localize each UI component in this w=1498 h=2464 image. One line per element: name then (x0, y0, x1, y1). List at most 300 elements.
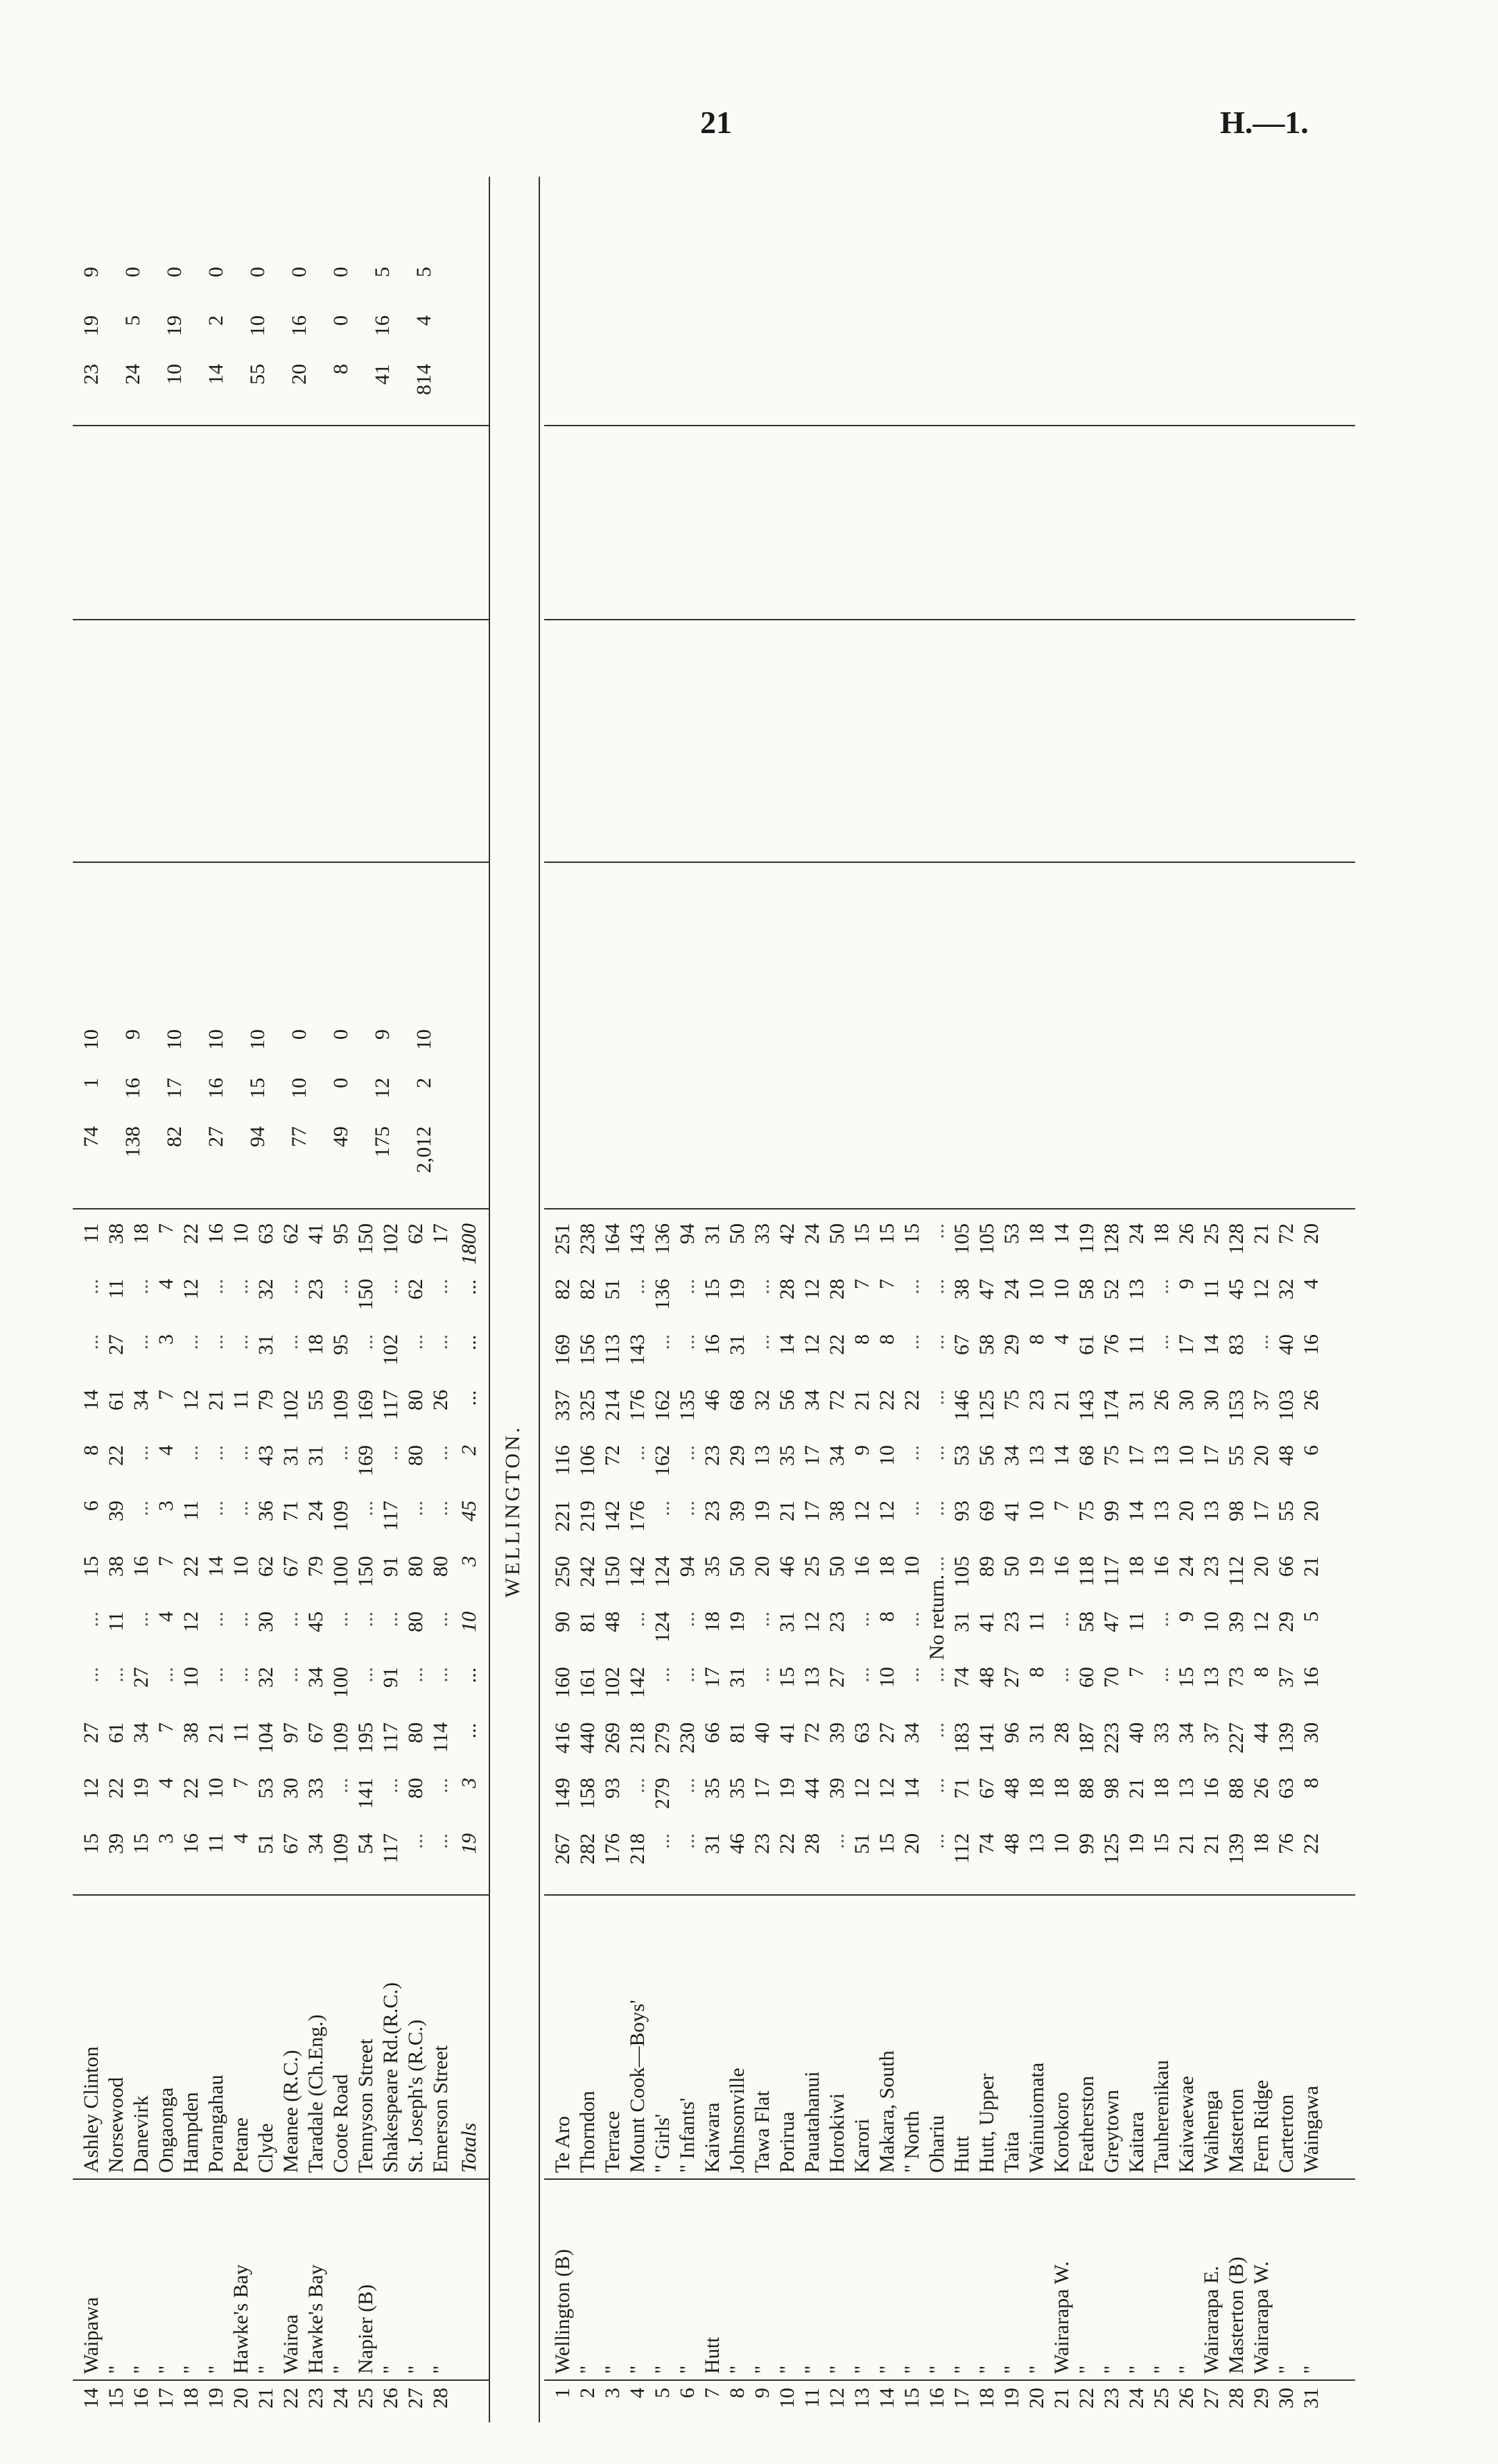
board-name: " (1025, 2365, 1048, 2374)
cell-value: 60 (1075, 1667, 1098, 1688)
cell-value: 19 (1025, 1556, 1048, 1577)
cell-value: 18 (1050, 1778, 1073, 1799)
cell-value: 12 (801, 1279, 824, 1300)
cell-value: ... (851, 1611, 873, 1627)
cell-value: 16 (130, 1556, 153, 1577)
cell-value: 27 (80, 1722, 103, 1743)
cell-value: 242 (576, 1556, 599, 1587)
cell-value: 269 (601, 1722, 624, 1754)
cell-value: 31 (1125, 1390, 1148, 1410)
cell-value: ... (279, 1611, 302, 1627)
cell-value: 55 (1275, 1501, 1298, 1521)
cell-value: 58 (1075, 1279, 1098, 1300)
cell-value: 21 (851, 1390, 873, 1410)
cell-value: 46 (726, 1833, 749, 1854)
board-name: " (851, 2365, 873, 2374)
cell-value: ... (1050, 1667, 1073, 1683)
cell-value: ... (925, 1722, 948, 1738)
cell-value: 251 (551, 1223, 574, 1255)
school-name: Johnsonville (726, 2068, 749, 2173)
row-number: 23 (1100, 2388, 1123, 2409)
cell-value: 150 (601, 1556, 624, 1587)
row-number: 13 (851, 2388, 873, 2409)
money-value: 9 (80, 267, 103, 277)
cell-value: 227 (1225, 1722, 1248, 1754)
cell-value: 13 (1025, 1445, 1048, 1466)
board-name: " (204, 2365, 227, 2374)
cell-value: 22 (180, 1223, 202, 1244)
cell-value: 21 (204, 1390, 227, 1410)
cell-value: 17 (801, 1445, 824, 1466)
row-number: 25 (354, 2388, 377, 2409)
cell-value: 150 (354, 1223, 377, 1255)
board-name: " (1300, 2365, 1323, 2374)
cell-value: ... (329, 1445, 352, 1461)
column-rule (544, 862, 1355, 863)
cell-value: 22 (105, 1445, 128, 1466)
cell-value: 32 (254, 1667, 277, 1688)
cell-value: 22 (105, 1778, 128, 1799)
cell-value: 75 (1100, 1445, 1123, 1466)
cell-value: 15 (851, 1223, 873, 1244)
cell-value: ... (676, 1667, 699, 1683)
cell-value: 33 (1150, 1722, 1173, 1743)
cell-value: 74 (950, 1667, 973, 1688)
cell-value: 31 (1025, 1722, 1048, 1743)
cell-value: ... (925, 1390, 948, 1406)
board-name: " (1125, 2365, 1148, 2374)
cell-value: 39 (105, 1501, 128, 1521)
school-name: " North (900, 2111, 923, 2173)
school-name: Hutt (950, 2135, 973, 2173)
cell-value: 218 (626, 1722, 649, 1754)
cell-value: 39 (1225, 1611, 1248, 1632)
money-value: 9 (121, 1029, 144, 1040)
cell-value: 56 (975, 1445, 998, 1466)
cell-value: 112 (1225, 1556, 1248, 1587)
cell-value: 91 (379, 1556, 402, 1577)
cell-value: 12 (180, 1390, 202, 1410)
cell-value: 325 (576, 1390, 599, 1421)
column-rule (73, 2379, 489, 2381)
cell-value: 124 (651, 1556, 674, 1587)
money-value: 10 (246, 315, 269, 336)
cell-value: ... (204, 1667, 227, 1683)
cell-value: ... (676, 1334, 699, 1350)
cell-value: 139 (1275, 1722, 1298, 1754)
cell-value: 23 (751, 1833, 774, 1854)
cell-value: 46 (701, 1390, 724, 1410)
cell-value: 19 (776, 1778, 799, 1799)
cell-value: 50 (726, 1556, 749, 1577)
cell-value: 44 (1250, 1722, 1273, 1743)
cell-value: 67 (975, 1778, 998, 1799)
cell-value: 18 (130, 1223, 153, 1244)
totals-value: 19 (458, 1833, 480, 1854)
school-name: Tennyson Street (354, 2038, 377, 2173)
cell-value: 82 (551, 1279, 574, 1300)
board-name: " (626, 2365, 649, 2374)
cell-value: ... (130, 1279, 153, 1295)
cell-value: 61 (105, 1722, 128, 1743)
money-value: 0 (163, 267, 186, 277)
cell-value: 38 (950, 1279, 973, 1300)
school-name: Featherston (1075, 2076, 1098, 2173)
cell-value: 8 (876, 1334, 898, 1345)
cell-value: ... (925, 1445, 948, 1461)
cell-value: 71 (279, 1501, 302, 1521)
cell-value: 95 (329, 1223, 352, 1244)
school-name: " Infants' (676, 2097, 699, 2173)
cell-value: ... (279, 1667, 302, 1683)
cell-value: 4 (155, 1611, 177, 1622)
cell-value: 15 (1175, 1667, 1198, 1688)
cell-value: 23 (304, 1279, 327, 1300)
cell-value: 12 (851, 1501, 873, 1521)
board-name: " (130, 2365, 153, 2374)
cell-value: 13 (751, 1445, 774, 1466)
row-number: 18 (975, 2388, 998, 2409)
money-value: 4 (412, 315, 435, 326)
cell-value: 14 (1200, 1334, 1223, 1355)
cell-value: 221 (551, 1501, 574, 1532)
cell-value: 150 (354, 1556, 377, 1587)
board-name: " (601, 2365, 624, 2374)
cell-value: 68 (726, 1390, 749, 1410)
cell-value: 88 (1075, 1778, 1098, 1799)
column-rule (73, 1208, 489, 1209)
cell-value: 267 (551, 1833, 574, 1864)
cell-value: 32 (254, 1279, 277, 1300)
cell-value: ... (429, 1279, 452, 1295)
row-number: 1 (551, 2388, 574, 2398)
row-number: 7 (701, 2388, 724, 2398)
cell-value: 50 (826, 1223, 848, 1244)
cell-value: 21 (776, 1501, 799, 1521)
cell-value: 14 (776, 1334, 799, 1355)
cell-value: 7 (876, 1279, 898, 1289)
row-number: 6 (676, 2388, 699, 2398)
cell-value: ... (105, 1667, 128, 1683)
row-number: 27 (1200, 2388, 1223, 2409)
board-name: " (876, 2365, 898, 2374)
board-name: " (751, 2365, 774, 2374)
cell-value: ... (900, 1334, 923, 1350)
cell-value: 440 (576, 1722, 599, 1754)
cell-value: 62 (404, 1223, 427, 1244)
totals-value: 10 (458, 1611, 480, 1632)
cell-value: 35 (701, 1778, 724, 1799)
cell-value: 18 (304, 1334, 327, 1355)
cell-value: 30 (1175, 1390, 1198, 1410)
cell-value: 11 (1125, 1334, 1148, 1354)
cell-value: 102 (379, 1223, 402, 1255)
cell-value: 17 (801, 1501, 824, 1521)
money-value: 49 (329, 1126, 352, 1147)
cell-value: 48 (601, 1611, 624, 1632)
cell-value: 7 (155, 1722, 177, 1733)
cell-value: 67 (950, 1334, 973, 1355)
column-rule (544, 425, 1355, 426)
cell-value: 117 (379, 1501, 402, 1531)
money-value: 16 (121, 1078, 144, 1099)
column-rule (544, 619, 1355, 620)
cell-value: 8 (80, 1445, 103, 1456)
cell-value: 53 (950, 1445, 973, 1466)
cell-value: 23 (701, 1445, 724, 1466)
school-name: Ongaonga (155, 2087, 177, 2173)
cell-value: 26 (1300, 1390, 1323, 1410)
cell-value: 48 (1275, 1445, 1298, 1466)
rotated-table (73, 177, 1355, 2422)
cell-value: 62 (279, 1223, 302, 1244)
cell-value: ... (130, 1334, 153, 1350)
cell-value: 15 (701, 1279, 724, 1300)
board-name: Masterton (B) (1225, 2256, 1248, 2374)
money-value: 0 (329, 267, 352, 277)
cell-value: 58 (975, 1334, 998, 1355)
cell-value: ... (900, 1501, 923, 1517)
cell-value: 15 (80, 1833, 103, 1854)
cell-value: 80 (404, 1611, 427, 1632)
wellington-block (544, 177, 1355, 2422)
cell-value: 22 (776, 1833, 799, 1854)
cell-value: 13 (1025, 1833, 1048, 1854)
totals-value: ... (458, 1390, 480, 1406)
cell-value: 10 (1175, 1445, 1198, 1466)
cell-value: 21 (1050, 1390, 1073, 1410)
row-number: 26 (379, 2388, 402, 2409)
cell-value: 19 (1125, 1833, 1148, 1854)
cell-value: 35 (776, 1445, 799, 1466)
cell-value: 68 (1075, 1445, 1098, 1466)
cell-value: ... (925, 1334, 948, 1350)
money-value: 12 (371, 1078, 394, 1099)
cell-value: ... (676, 1501, 699, 1517)
row-number: 29 (1250, 2388, 1273, 2409)
cell-value: 67 (279, 1556, 302, 1577)
cell-value: ... (751, 1334, 774, 1350)
cell-value: ... (626, 1611, 649, 1627)
cell-value: ... (751, 1279, 774, 1295)
cell-value: 93 (950, 1501, 973, 1521)
cell-value: 25 (1200, 1223, 1223, 1244)
board-name: Wairoa (279, 2314, 302, 2374)
board-name: " (1150, 2365, 1173, 2374)
cell-value: 8 (851, 1334, 873, 1345)
money-value: 2,012 (412, 1126, 435, 1173)
school-name: Waihenga (1200, 2090, 1223, 2173)
board-name: " (1275, 2365, 1298, 2374)
cell-value: 41 (1000, 1501, 1023, 1521)
cell-value: 48 (975, 1667, 998, 1688)
totals-value: 2 (458, 1445, 480, 1456)
row-number: 20 (1025, 2388, 1048, 2409)
money-value: 138 (121, 1126, 144, 1157)
cell-value: 136 (651, 1223, 674, 1255)
cell-value: 238 (576, 1223, 599, 1255)
cell-value: 30 (279, 1778, 302, 1799)
cell-value: ... (354, 1334, 377, 1350)
money-value: 24 (121, 364, 144, 385)
cell-value: 24 (801, 1223, 824, 1244)
board-name: " (329, 2365, 352, 2374)
cell-value: 128 (1225, 1223, 1248, 1255)
cell-value: 98 (1225, 1501, 1248, 1521)
cell-value: 31 (950, 1611, 973, 1632)
board-name: Wairarapa E. (1200, 2266, 1223, 2374)
school-name: Fern Ridge (1250, 2079, 1273, 2173)
school-name: Te Aro (551, 2115, 574, 2173)
row-number: 18 (180, 2388, 202, 2409)
cell-value: ... (204, 1279, 227, 1295)
column-rule (544, 2178, 1355, 2180)
school-name: Kaiwaewae (1175, 2076, 1198, 2173)
cell-value: ... (429, 1833, 452, 1849)
cell-value: 55 (304, 1390, 327, 1410)
cell-value: 8 (1025, 1334, 1048, 1345)
totals-value: 1800 (458, 1223, 480, 1265)
totals-value: ... (458, 1279, 480, 1295)
cell-value: 28 (1050, 1722, 1073, 1743)
cell-value: 13 (1150, 1445, 1173, 1466)
school-name: Horokiwi (826, 2093, 848, 2173)
cell-value: 103 (1275, 1390, 1298, 1421)
column-rule (73, 862, 489, 863)
cell-value: 40 (751, 1722, 774, 1743)
cell-value: 35 (701, 1556, 724, 1577)
cell-value: 76 (1100, 1334, 1123, 1355)
cell-value: 114 (429, 1722, 452, 1753)
cell-value: 11 (204, 1833, 227, 1853)
cell-value: 15 (130, 1833, 153, 1854)
cell-value: 15 (776, 1667, 799, 1688)
cell-value: 94 (676, 1556, 699, 1577)
cell-value: ... (751, 1611, 774, 1627)
cell-value: ... (204, 1445, 227, 1461)
cell-value: ... (676, 1778, 699, 1794)
cell-value: 124 (651, 1611, 674, 1643)
cell-value: 219 (576, 1501, 599, 1532)
cell-value: 17 (751, 1778, 774, 1799)
cell-value: 63 (254, 1223, 277, 1244)
cell-value: 23 (1025, 1390, 1048, 1410)
cell-value: 38 (180, 1722, 202, 1743)
cell-value: ... (1150, 1611, 1173, 1627)
money-value: 77 (288, 1126, 311, 1147)
cell-value: ... (925, 1279, 948, 1295)
cell-value: 80 (404, 1778, 427, 1799)
money-value: 5 (412, 267, 435, 277)
cell-value: ... (180, 1334, 202, 1350)
cell-value: ... (130, 1611, 153, 1627)
row-number: 14 (876, 2388, 898, 2409)
cell-value: 56 (776, 1390, 799, 1410)
cell-value: 30 (1300, 1722, 1323, 1743)
cell-value: ... (329, 1611, 352, 1627)
cell-value: 55 (1225, 1445, 1248, 1466)
cell-value: 12 (180, 1279, 202, 1300)
cell-value: 61 (105, 1390, 128, 1410)
cell-value: 30 (1200, 1390, 1223, 1410)
cell-value: 102 (379, 1334, 402, 1365)
column-rule (73, 619, 489, 620)
cell-value: 80 (404, 1722, 427, 1743)
cell-value: 125 (975, 1390, 998, 1421)
money-value: 16 (288, 315, 311, 336)
cell-value: ... (379, 1778, 402, 1794)
cell-value: ... (80, 1611, 103, 1627)
cell-value: 27 (105, 1334, 128, 1355)
cell-value: 12 (180, 1611, 202, 1632)
cell-value: 10 (1050, 1279, 1073, 1300)
money-value: 10 (246, 1029, 269, 1050)
cell-value: 116 (551, 1445, 574, 1476)
cell-value: 10 (204, 1778, 227, 1799)
cell-value: 16 (1300, 1667, 1323, 1688)
cell-value: 19 (726, 1279, 749, 1300)
cell-value: 19 (130, 1778, 153, 1799)
cell-value: 17 (701, 1667, 724, 1688)
money-value: 16 (204, 1078, 227, 1099)
cell-value: 94 (676, 1223, 699, 1244)
row-number: 17 (155, 2388, 177, 2409)
cell-value: 117 (379, 1833, 402, 1864)
row-number: 14 (80, 2388, 103, 2409)
money-value: 0 (329, 315, 352, 326)
cell-value: 97 (279, 1722, 302, 1743)
cell-value: 62 (254, 1556, 277, 1577)
cell-value: 141 (975, 1722, 998, 1754)
cell-value: 22 (826, 1334, 848, 1355)
school-name: Norsewood (105, 2077, 128, 2173)
cell-value: 26 (1175, 1223, 1198, 1244)
section-title: WELLINGTON. (501, 1424, 524, 1598)
school-name: Tauherenikau (1150, 2060, 1173, 2173)
board-name: Hawke's Bay (304, 2264, 327, 2374)
row-number: 19 (204, 2388, 227, 2409)
cell-value: 89 (975, 1556, 998, 1577)
cell-value: 10 (1025, 1501, 1048, 1521)
cell-value: 102 (279, 1390, 302, 1421)
cell-value: 13 (1200, 1667, 1223, 1688)
cell-value: 40 (1125, 1722, 1148, 1743)
totals-value: ... (458, 1667, 480, 1683)
cell-value: 26 (429, 1390, 452, 1410)
cell-value: 99 (1075, 1833, 1098, 1854)
cell-value: 105 (950, 1556, 973, 1587)
money-value: 41 (371, 364, 394, 385)
cell-value: 7 (1125, 1667, 1148, 1677)
row-number: 2 (576, 2388, 599, 2398)
cell-value: 20 (1250, 1556, 1273, 1577)
cell-value: ... (925, 1667, 948, 1683)
cell-value: 169 (354, 1445, 377, 1476)
cell-value: 90 (551, 1611, 574, 1632)
cell-value: 4 (1050, 1334, 1073, 1345)
cell-value: 96 (1000, 1722, 1023, 1743)
money-value: 19 (80, 315, 103, 336)
cell-value: ... (329, 1279, 352, 1295)
cell-value: 22 (180, 1556, 202, 1577)
cell-value: 18 (1250, 1833, 1273, 1854)
cell-value: 21 (1250, 1223, 1273, 1244)
cell-value: 4 (155, 1279, 177, 1289)
row-number: 28 (1225, 2388, 1248, 2409)
money-value: 0 (246, 267, 269, 277)
board-name: " (180, 2365, 202, 2374)
cell-value: 17 (1250, 1501, 1273, 1521)
